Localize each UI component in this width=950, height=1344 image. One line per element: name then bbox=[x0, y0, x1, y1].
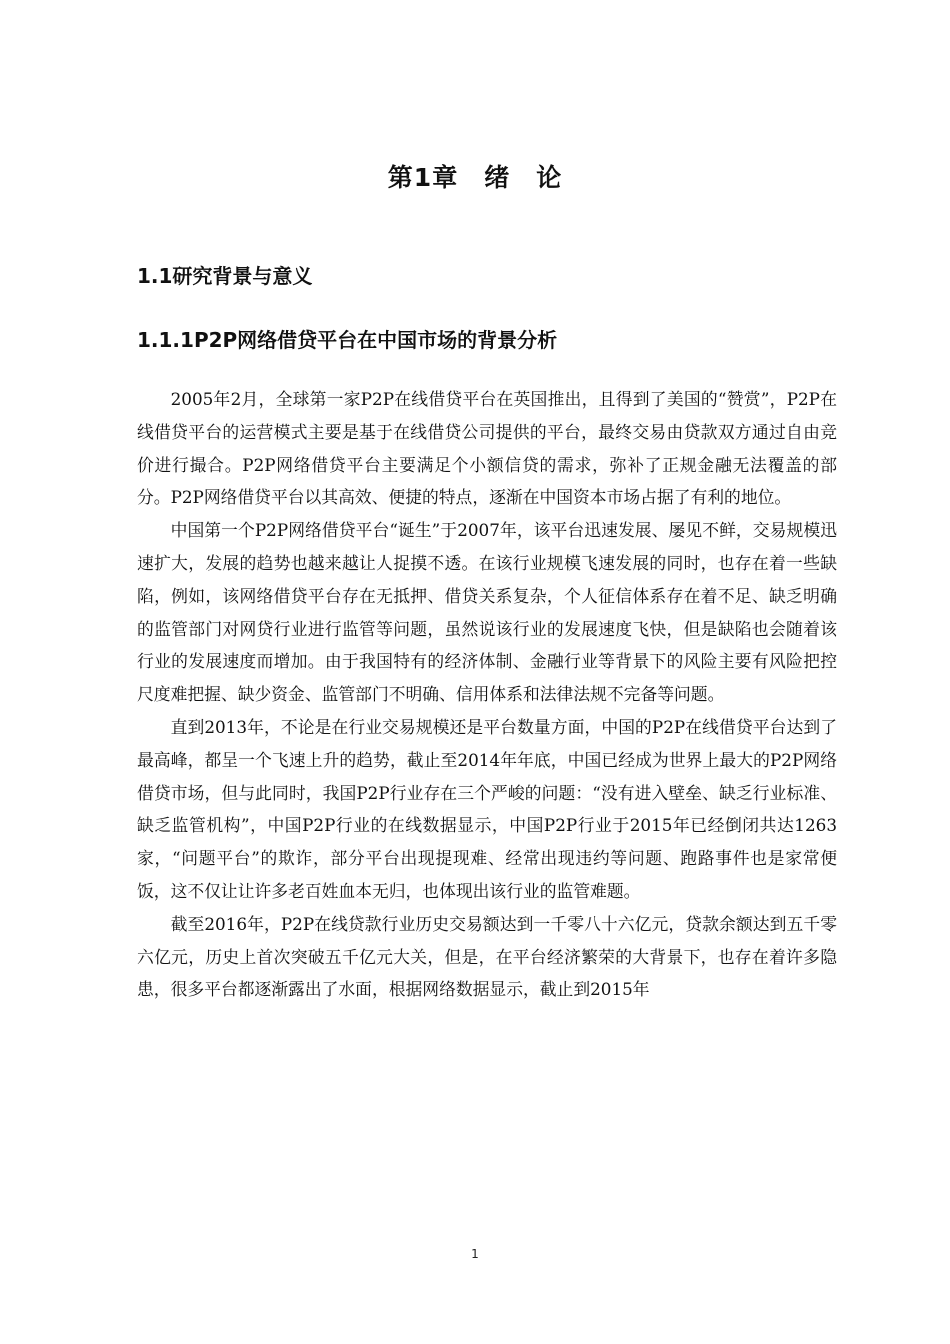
section-heading-1-1: 1.1研究背景与意义 bbox=[137, 264, 313, 288]
paragraph: 直到2013年，不论是在行业交易规模还是平台数量方面，中国的P2P在线借贷平台达到了最高峰，都呈一个飞速上升的趋势，截止至2014年年底，中国已经成为世界上最大的P2P网络借贷市场，但与此同时，我国P2P行业存在三个严峻的问题：“没有进入壁垒、缺乏行业标准、缺乏监管机构”，中国P2P行业的在线数据显示，中国P2P行业于2015年已经倒闭共达1263家，“问题平台”的欺诈，部分平台出现提现难、经常出现违约等问题、跑路事件也是家常便饭，这不仅让让许多老百姓血本无归，也体现出该行业的监管难题。 bbox=[137, 716, 837, 901]
page-number: 1 bbox=[471, 1247, 479, 1261]
section-heading-1-1-1: 1.1.1P2P网络借贷平台在中国市场的背景分析 bbox=[137, 328, 558, 352]
body-text bbox=[137, 383, 837, 1006]
chapter-title: 第1章 绪 论 bbox=[387, 163, 563, 192]
paragraph: 截至2016年，P2P在线贷款行业历史交易额达到一千零八十六亿元，贷款余额达到五千零六亿元，历史上首次突破五千亿元大关，但是，在平台经济繁荣的大背景下，也存在着许多隐患，很多平台都逐渐露出了水面，根据网络数据显示，截止到2015年 bbox=[137, 913, 837, 1000]
paragraph: 2005年2月，全球第一家P2P在线借贷平台在英国推出，且得到了美国的“赞赏”，P2P在线借贷平台的运营模式主要是基于在线借贷公司提供的平台，最终交易由贷款双方通过自由竞价进行撮合。P2P网络借贷平台主要满足个小额信贷的需求，弥补了正规金融无法覆盖的部分。P2P网络借贷平台以其高效、便捷的特点，逐渐在中国资本市场占据了有利的地位。 bbox=[137, 389, 837, 508]
paragraph: 中国第一个P2P网络借贷平台“诞生”于2007年，该平台迅速发展、屡见不鲜，交易规模迅速扩大，发展的趋势也越来越让人捉摸不透。在该行业规模飞速发展的同时，也存在着一些缺陷，例如，该网络借贷平台存在无抵押、借贷关系复杂，个人征信体系存在着不足、缺乏明确的监管部门对网贷行业进行监管等问题，虽然说该行业的发展速度飞快，但是缺陷也会随着该行业的发展速度而增加。由于我国特有的经济体制、金融行业等背景下的风险主要有风险把控尺度难把握、缺少资金、监管部门不明确、信用体系和法律法规不完备等问题。 bbox=[137, 520, 837, 705]
